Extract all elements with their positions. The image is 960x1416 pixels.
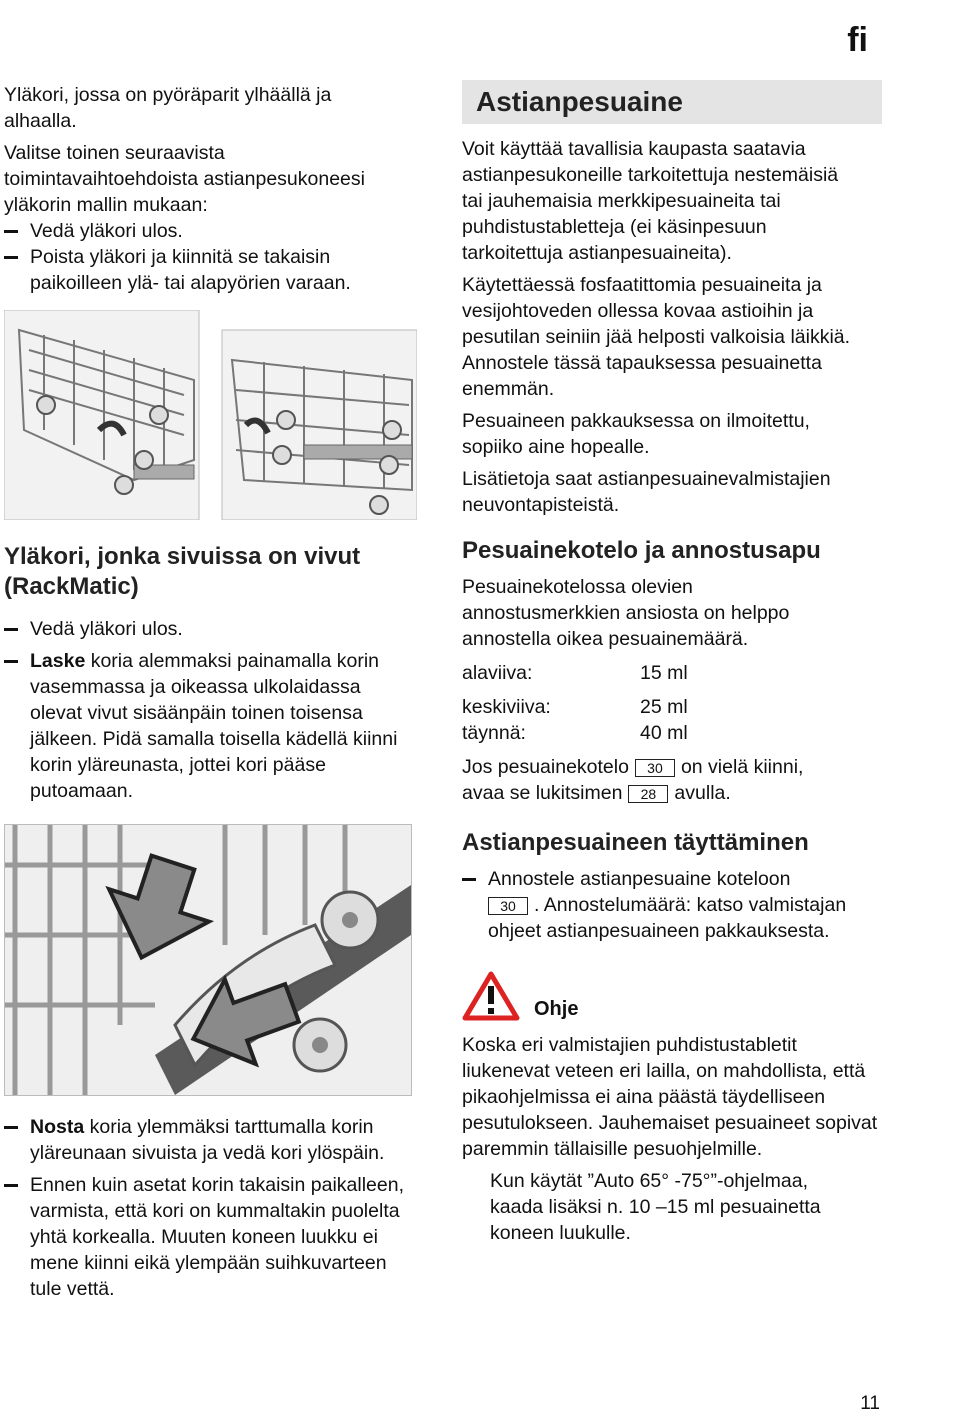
note-title: Ohje <box>534 998 579 1020</box>
text: . Annostelumäärä: katso valmistajan ohjeet astianpesuaineen pakkauksesta. <box>488 894 847 942</box>
list-text: koria ylemmäksi tarttumalla korin yläreunaan sivuista ja vedä kori ylöspäin. <box>30 1116 385 1164</box>
basket-wheels-figure <box>4 310 417 520</box>
page-number: 11 <box>860 1393 880 1414</box>
intro-choose: Valitse toinen seuraavista toimintavaihtoehdoista astianpesukoneesi yläkorin mallin mukaan: <box>4 142 365 216</box>
text: Annostele astianpesuaine koteloon <box>488 868 791 890</box>
list-item: Vedä yläkori ulos. <box>4 616 434 642</box>
ref-number-box: 30 <box>635 759 675 777</box>
text: Jos pesuainekotelo <box>462 756 629 778</box>
intro-title: Yläkori, jossa on pyöräparit ylhäällä ja alhaalla. <box>4 84 332 132</box>
left-column <box>4 82 434 1302</box>
text: avaa se lukitsimen <box>462 782 623 804</box>
fill-list <box>462 866 852 944</box>
dose-value: 25 ml <box>640 696 688 718</box>
intro-list <box>4 218 434 296</box>
detergent-p2: Käytettäessä fosfaatittomia pesuaineita ja vesijohtoveden ollessa kovaa astioihin ja pesutilan seiniin jää helposti valkoisia läikkiä. Annostele tässä tapauksessa pesuainetta enemmän. <box>462 274 851 400</box>
detergent-banner: Astianpesuaine <box>462 80 882 124</box>
list-item: Vedä yläkori ulos. <box>4 218 434 244</box>
right-column <box>462 80 892 1246</box>
table-row <box>462 660 892 686</box>
text: on vielä kiinni, <box>680 756 804 778</box>
rackmatic-list <box>4 616 434 804</box>
lift-list <box>4 1114 418 1302</box>
table-row <box>462 694 892 720</box>
lever-illustration <box>5 825 411 1095</box>
detergent-p4: Lisätietoja saat astianpesuainevalmistajien neuvontapisteistä. <box>462 468 831 516</box>
note-header <box>462 970 892 1022</box>
dose-label: keskiviiva: <box>462 696 551 718</box>
bold-keyword: Laske <box>30 650 86 672</box>
list-item <box>4 648 412 804</box>
dosing-table <box>462 660 892 746</box>
rackmatic-heading: Yläkori, jonka sivuissa on vivut (RackMatic) <box>4 543 361 600</box>
detergent-p1: Voit käyttää tavallisia kaupasta saatavia astianpesukoneille tarkoitettuja nestemäisiä tai jauhemaisia merkkipesuaineita tai puhdistustabletteja (ei käsinpesuun tarkoitettuja astianpesuaineita). <box>462 138 839 264</box>
warning-icon <box>462 971 520 1021</box>
fill-heading: Astianpesuaineen täyttäminen <box>462 829 809 856</box>
list-item: Ennen kuin asetat korin takaisin paikalleen, varmista, että kori on kummaltakin puolelta yhtä korkealla. Muuten koneen luukku ei mene kiinni eikä ylempään suihkuvarteen tule vettä. <box>4 1172 418 1302</box>
dose-value: 15 ml <box>640 662 688 684</box>
list-item <box>4 1114 418 1166</box>
text: avulla. <box>674 782 731 804</box>
dispenser-closed-text <box>462 754 882 806</box>
table-row <box>462 720 892 746</box>
note-extra: Kun käytät ”Auto 65° -75°”-ohjelmaa, kaada lisäksi n. 10 –15 ml pesuainetta koneen luukulle. <box>490 1170 821 1244</box>
dose-label: alaviiva: <box>462 662 533 684</box>
basket-illustration <box>4 310 417 520</box>
note-text: Koska eri valmistajien puhdistustabletit liukenevat veteen eri lailla, on mahdollista, että pikaohjelmissa ei aina päästä täydelliseen pesutulokseen. Jauhemaiset pesuaineet sopivat paremmin tällaisille pesuohjelmille. <box>462 1034 878 1160</box>
detergent-p3: Pesuaineen pakkauksessa on ilmoitettu, sopiiko aine hopealle. <box>462 410 810 458</box>
dose-value: 40 ml <box>640 722 688 744</box>
ref-number-box: 28 <box>628 785 668 803</box>
bold-keyword: Nosta <box>30 1116 85 1138</box>
dose-label: täynnä: <box>462 722 526 744</box>
dispenser-heading: Pesuainekotelo ja annostusapu <box>462 537 821 564</box>
rackmatic-lever-figure <box>4 824 412 1096</box>
list-item <box>462 866 852 944</box>
list-text: koria alemmaksi painamalla korin vasemmassa ja oikeassa ulkolaidassa olevat vivut sisäänpäin toinen toisensa jälkeen. Pidä samalla toisella kädellä kiinni korin yläreunasta, jottei kori pääse putoamaan. <box>30 650 398 802</box>
ref-number-box: 30 <box>488 897 528 915</box>
dispenser-text: Pesuainekotelossa olevien annostusmerkkien ansiosta on helppo annostella oikea pesuainemäärä. <box>462 576 790 650</box>
language-code: fi <box>847 21 868 59</box>
list-item: Poista yläkori ja kiinnitä se takaisin paikoilleen ylä- tai alapyörien varaan. <box>4 244 390 296</box>
